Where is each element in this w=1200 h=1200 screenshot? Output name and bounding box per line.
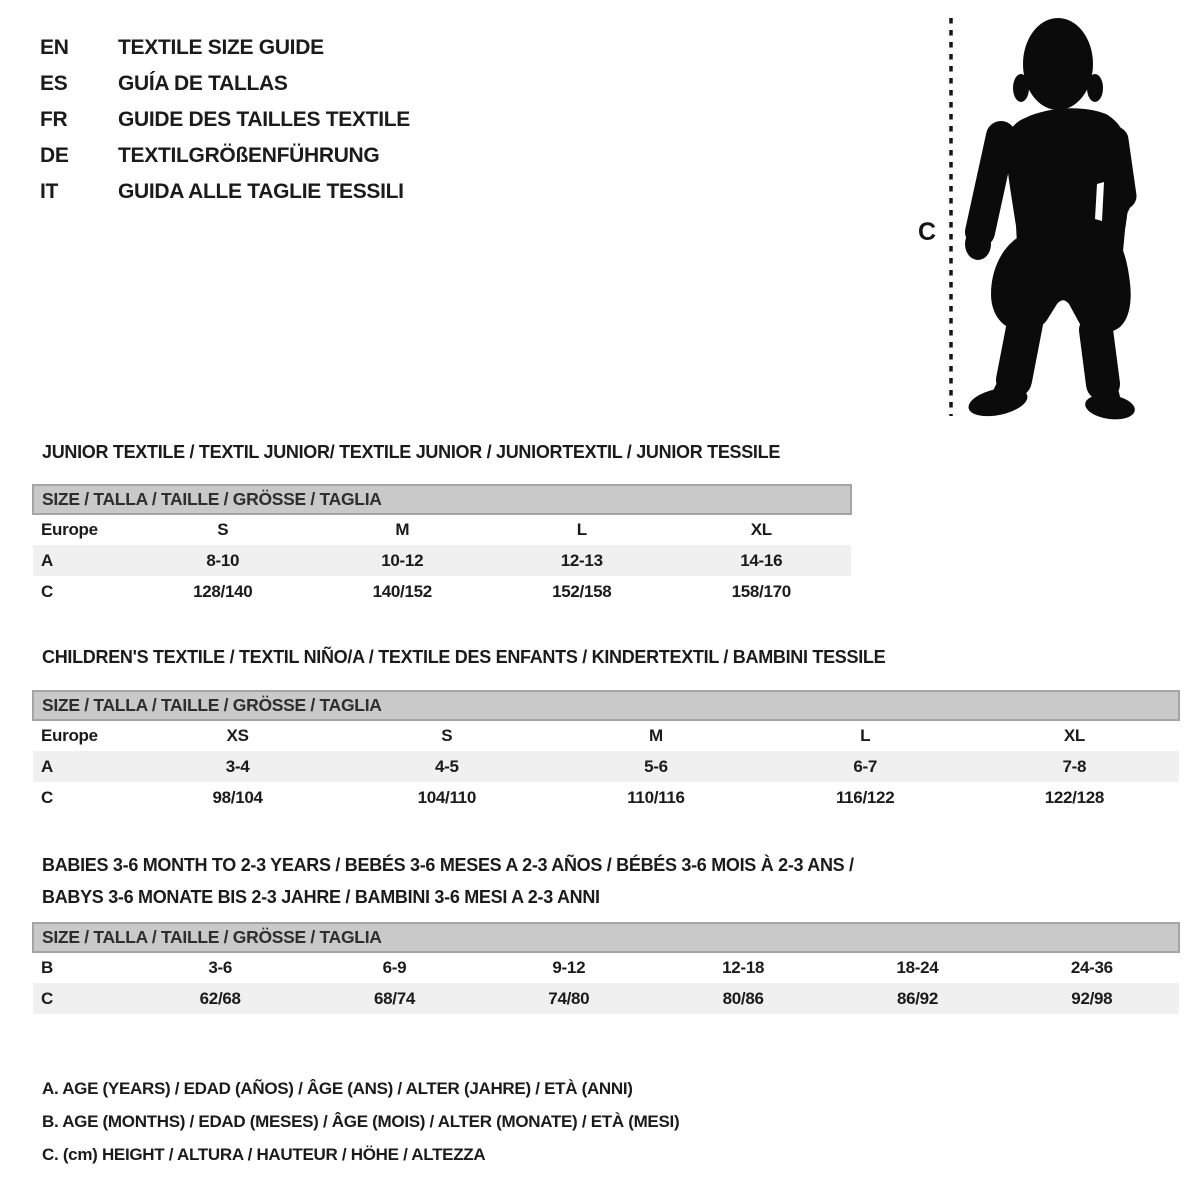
row-label: A: [41, 756, 53, 776]
toddler-silhouette-icon: [880, 0, 1200, 440]
language-code: FR: [40, 108, 68, 131]
legend-line: C. (cm) HEIGHT / ALTURA / HAUTEUR / HÖHE / ALTEZZA: [42, 1145, 486, 1164]
figure-measure-label: C: [918, 218, 936, 246]
table-cell: 6-7: [853, 756, 877, 776]
table-cell: 152/158: [552, 581, 612, 601]
section-babies-textile: [32, 849, 1180, 1014]
size-header-band: SIZE / TALLA / TAILLE / GRÖSSE / TAGLIA: [33, 485, 851, 514]
junior-table-wrap: [32, 484, 852, 607]
table-cell: S: [217, 520, 229, 539]
legend-line: A. AGE (YEARS) / EDAD (AÑOS) / ÂGE (ANS) / ALTER (JAHRE) / ETÀ (ANNI): [42, 1079, 633, 1098]
size-header-band: SIZE / TALLA / TAILLE / GRÖSSE / TAGLIA: [33, 691, 1179, 720]
table-cell: 68/74: [373, 988, 416, 1008]
size-header-row: [33, 485, 851, 514]
table-cell: 10-12: [381, 550, 424, 570]
table-row: [33, 782, 1179, 813]
table-cell: XL: [750, 520, 772, 539]
table-cell: 110/116: [627, 787, 685, 807]
junior-heading: [32, 436, 852, 468]
row-label: Europe: [41, 520, 98, 539]
table-cell: L: [576, 520, 587, 539]
table-cell: XS: [226, 726, 249, 745]
size-header-row: [33, 923, 1179, 952]
section-heading-line: BABIES 3-6 MONTH TO 2-3 YEARS / BEBÉS 3-6 MESES A 2-3 AÑOS / BÉBÉS 3-6 MOIS À 2-3 ANS /: [42, 855, 854, 875]
table-cell: 158/170: [731, 581, 791, 601]
table-cell: 3-6: [208, 958, 232, 977]
language-code: DE: [40, 144, 69, 167]
measurement-legend: [42, 1072, 679, 1171]
table-cell: 5-6: [644, 756, 668, 776]
children-table-wrap: [32, 690, 1180, 813]
table-row: [33, 952, 1179, 983]
section-junior-textile: [32, 436, 852, 607]
row-label: Europe: [41, 726, 98, 745]
section-heading-line: CHILDREN'S TEXTILE / TEXTIL NIÑO/A / TEXTILE DES ENFANTS / KINDERTEXTIL / BAMBINI TESSILE: [42, 647, 886, 667]
language-title: GUÍA DE TALLAS: [118, 72, 288, 95]
legend-line: B. AGE (MONTHS) / EDAD (MESES) / ÂGE (MOIS) / ALTER (MONATE) / ETÀ (MESI): [42, 1112, 680, 1131]
table-cell: 12-13: [560, 550, 603, 570]
row-label: A: [41, 550, 53, 570]
table-cell: 4-5: [434, 756, 459, 776]
table-row: [33, 720, 1179, 751]
table-cell: 18-24: [896, 958, 939, 977]
table-row: [33, 576, 851, 607]
table-row: [33, 545, 851, 576]
table-cell: S: [441, 726, 453, 745]
table-cell: 74/80: [548, 988, 590, 1008]
size-header-row: [33, 691, 1179, 720]
section-heading-line: BABYS 3-6 MONATE BIS 2-3 JAHRE / BAMBINI 3-6 MESI A 2-3 ANNI: [42, 887, 600, 907]
table-cell: 116/122: [835, 787, 895, 807]
language-title: GUIDE DES TAILLES TEXTILE: [118, 108, 410, 131]
table-cell: 62/68: [199, 988, 241, 1008]
table-cell: M: [649, 726, 663, 745]
junior-size-table: [32, 484, 852, 607]
language-row: [40, 66, 410, 102]
table-cell: 92/98: [1071, 988, 1113, 1008]
table-row: [33, 751, 1179, 782]
row-label: C: [41, 581, 53, 601]
row-label: C: [41, 787, 53, 807]
language-code: EN: [40, 36, 69, 59]
language-list: [40, 30, 410, 210]
babies-heading: [32, 849, 1180, 913]
table-cell: 86/92: [896, 988, 938, 1008]
babies-size-table: [32, 922, 1180, 1014]
figure-toddler: [880, 0, 1200, 440]
table-cell: XL: [1063, 726, 1085, 745]
language-code: ES: [40, 72, 68, 95]
language-row: [40, 138, 410, 174]
table-cell: 24-36: [1070, 958, 1113, 977]
table-cell: 7-8: [1062, 756, 1087, 776]
babies-table-wrap: [32, 922, 1180, 1014]
language-row: [40, 30, 410, 66]
size-header-band: SIZE / TALLA / TAILLE / GRÖSSE / TAGLIA: [33, 923, 1179, 952]
language-title: GUIDA ALLE TAGLIE TESSILI: [118, 180, 404, 203]
table-cell: L: [860, 726, 871, 745]
table-cell: 9-12: [552, 958, 586, 977]
table-cell: 6-9: [382, 958, 407, 977]
language-code: IT: [40, 180, 59, 203]
table-cell: 14-16: [740, 550, 783, 570]
table-cell: M: [395, 520, 410, 539]
language-row: [40, 102, 410, 138]
table-cell: 3-4: [225, 756, 250, 776]
toddler-body: [965, 18, 1136, 422]
table-row: [33, 514, 851, 545]
section-children-textile: [32, 641, 1180, 813]
section-heading-line: JUNIOR TEXTILE / TEXTIL JUNIOR/ TEXTILE JUNIOR / JUNIORTEXTIL / JUNIOR TESSILE: [42, 442, 781, 462]
table-cell: 128/140: [193, 581, 253, 601]
table-cell: 122/128: [1044, 787, 1105, 807]
table-cell: 12-18: [722, 958, 765, 977]
table-cell: 104/110: [417, 787, 476, 807]
table-cell: 80/86: [722, 988, 764, 1008]
table-cell: 8-10: [206, 550, 240, 570]
row-label: B: [41, 958, 53, 977]
table-cell: 140/152: [372, 581, 432, 601]
table-cell: 98/104: [212, 787, 263, 807]
children-size-table: [32, 690, 1180, 813]
language-title: TEXTILGRÖßENFÜHRUNG: [118, 144, 380, 167]
language-title: TEXTILE SIZE GUIDE: [118, 36, 324, 59]
row-label: C: [41, 988, 53, 1008]
language-row: [40, 174, 410, 210]
children-heading: [32, 641, 1180, 673]
table-row: [33, 983, 1179, 1014]
